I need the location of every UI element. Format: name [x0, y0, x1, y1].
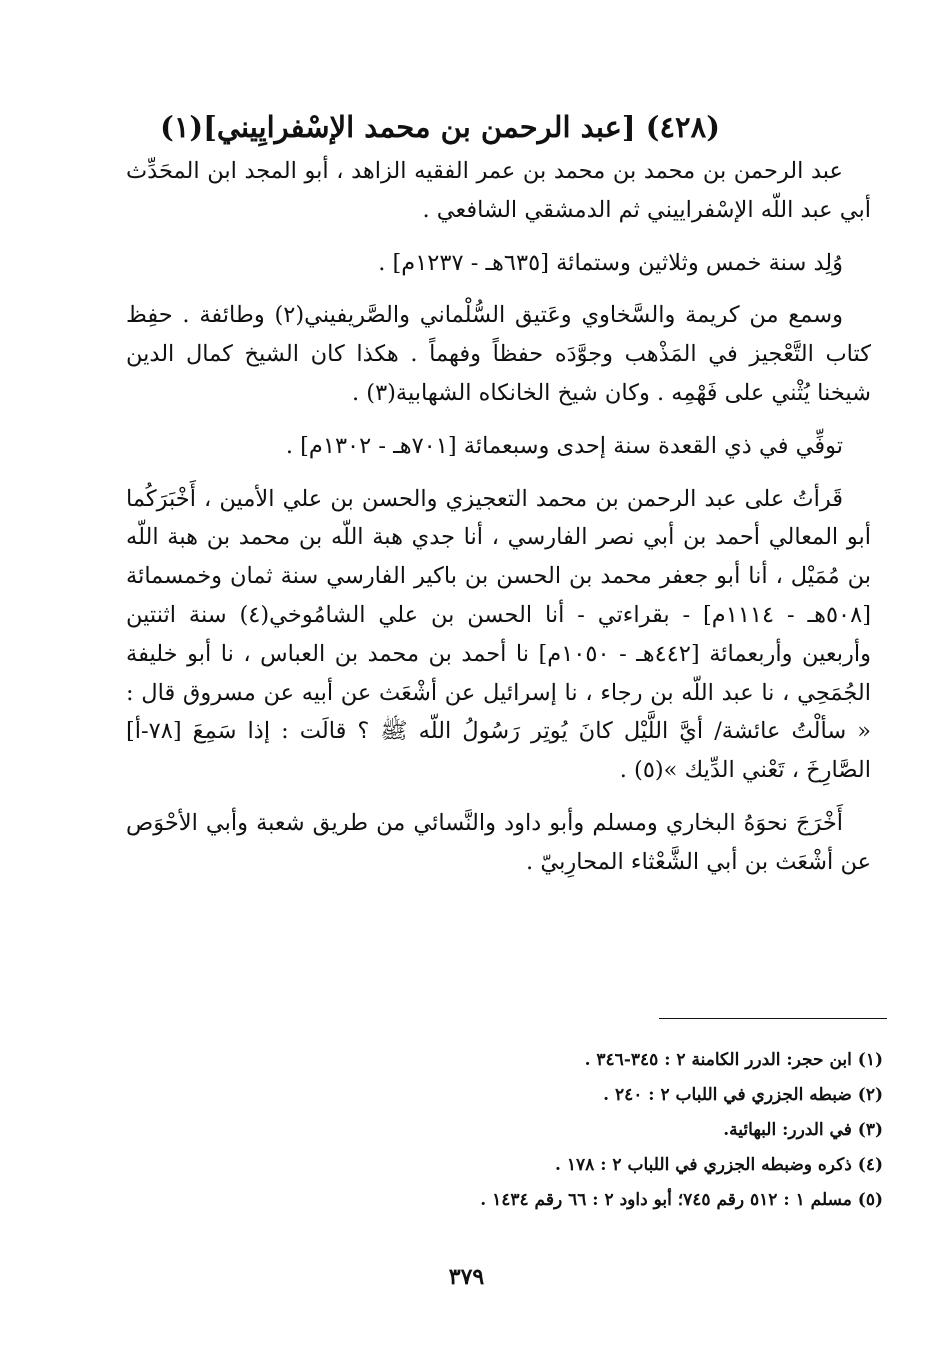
footnote-5: (٥) مسلم ١ : ٥١٢ رقم ٧٤٥؛ أبو داود ٢ : ٦٦ رقم ١٤٣٤ . — [480, 1190, 883, 1210]
entry-title: (٤٢٨) [عبد الرحمن بن محمد الإسْفرايِيني](١) — [160, 110, 720, 145]
paragraph-name-lineage: عبد الرحمن بن محمد بن محمد بن عمر الفقيه الزاهد ، أبو المجد ابن المحَدِّث أبي عبد اللّه الإسْفراييني ثم الدمشقي الشافعي . — [126, 158, 871, 223]
entry-body — [126, 152, 871, 882]
paragraph-death: توفِّي في ذي القعدة سنة إحدى وسبعمائة [٧٠١هـ - ١٣٠٢م] . — [285, 432, 843, 459]
paragraph-birth: وُلِد سنة خمس وثلاثين وستمائة [٦٣٥هـ - ١٢٣٧م] . — [378, 249, 843, 276]
footnote-3: (٣) في الدرر: البهائية. — [723, 1120, 883, 1140]
footnotes — [283, 1043, 883, 1218]
paragraph-takhrij: أَخْرَجَ نحوَهُ البخاري ومسلم وأبو داود والنَّسائي من طريق شعبة وأبي الأحْوَص عن أشْعَث بن أبي الشَّعْثاء المحارِبيّ . — [126, 809, 871, 875]
footnote-4: (٤) ذكره وضبطه الجزري في اللباب ٢ : ١٧٨ . — [555, 1155, 883, 1175]
page-number: ٣٧٩ — [448, 1264, 485, 1290]
paragraph-teachers: وسمع من كريمة والسَّخاوي وعَتيق السُّلْماني والصَّريفيني(٢) وطائفة . حفِظ كتاب التَّعْجيز في المَذْهب وجوَّدَه حفظاً وفهماً . هكذا كان الشيخ كمال الدين شيخنا يُثْني على فَهْمِه . وكان شيخ الخانكاه الشهابية(٣) . — [126, 302, 871, 406]
footnote-divider — [659, 1018, 887, 1019]
footnote-2: (٢) ضبطه الجزري في اللباب ٢ : ٢٤٠ . — [603, 1085, 883, 1105]
paragraph-hadith-chain: قَرأتُ على عبد الرحمن بن محمد التعجيزي والحسن بن علي الأمين ، أَخْبَرَكُما أبو المعالي أحمد بن أبي نصر الفارسي ، أنا جدي هبة اللّه بن محمد بن هبة اللّه بن مُمَيْل ، أنا أبو جعفر محمد بن الحسن بن باكير الفارسي سنة ثمان وخمسمائة [٥٠٨هـ - ١١١٤م] - بقراءتي - أنا الحسن بن علي الشامُوخي(٤) سنة اثنتين وأربعين وأربعمائة [٤٤٢هـ - ١٠٥٠م] نا أحمد بن محمد بن العباس ، نا أبو خليفة الجُمَحِي ، نا عبد اللّه بن رجاء ، نا إسرائيل عن أشْعَث عن أبيه عن مسروق قال : « سألْتُ عائشة/ أيَّ اللَّيْل كانَ يُوتِر رَسُولُ اللّه ﷺ ؟ قالَت : إذا سَمِعَ [٧٨-أ] الصَّارِخَ ، تَعْني الدِّيك »(٥) . — [126, 485, 871, 784]
footnote-1: (١) ابن حجر: الدرر الكامنة ٢ : ٣٤٥-٣٤٦ . — [584, 1050, 883, 1070]
